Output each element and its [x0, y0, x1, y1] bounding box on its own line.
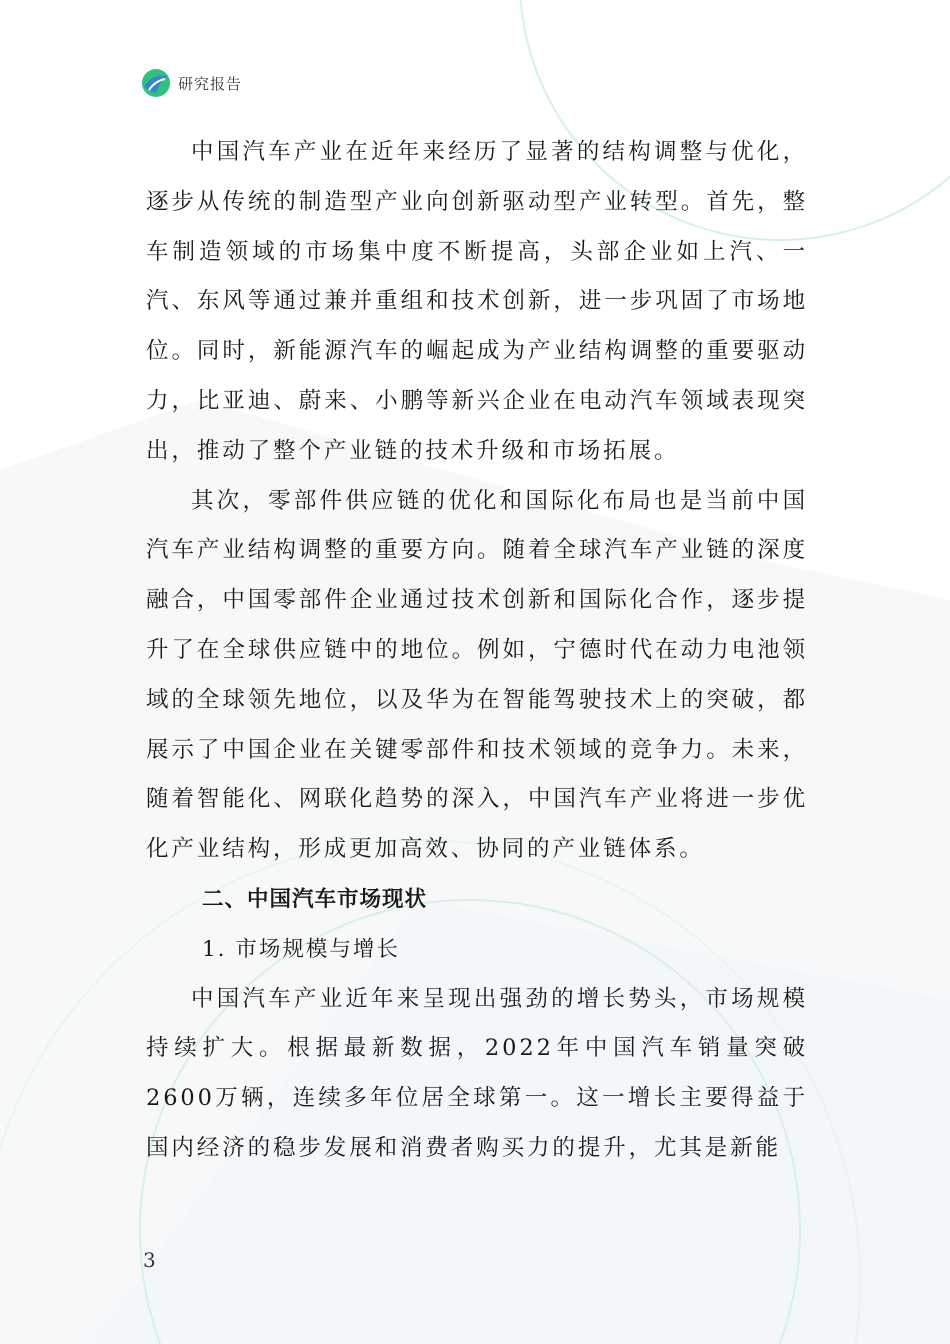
header-title: 研究报告 [178, 74, 243, 93]
section-heading: 二、中国汽车市场现状 [202, 886, 428, 912]
subsection-heading: 1. 市场规模与增长 [202, 936, 400, 962]
document-body [146, 128, 808, 1174]
paragraph-2: 其次，零部件供应链的优化和国际化布局也是当前中国汽车产业结构调整的重要方向。随着全球汽车产业链的深度融合，中国零部件企业通过技术创新和国际化合作，逐步提升了在全球供应链中的地位。例如，宁德时代在动力电池领域的全球领先地位，以及华为在智能驾驶技术上的突破，都展示了中国企业在关键零部件和技术领域的竞争力。未来，随着智能化、网联化趋势的深入，中国汽车产业将进一步优化产业结构，形成更加高效、协同的产业链体系。 [146, 487, 808, 863]
paragraph-1: 中国汽车产业在近年来经历了显著的结构调整与优化，逐步从传统的制造型产业向创新驱动型产业转型。首先，整车制造领域的市场集中度不断提高，头部企业如上汽、一汽、东风等通过兼并重组和技术创新，进一步巩固了市场地位。同时，新能源汽车的崛起成为产业结构调整的重要驱动力，比亚迪、蔚来、小鹏等新兴企业在电动汽车领域表现突出，推动了整个产业链的技术升级和市场拓展。 [146, 139, 808, 464]
leaf-logo-icon [140, 67, 172, 99]
paragraph-3: 中国汽车产业近年来呈现出强劲的增长势头，市场规模持续扩大。根据最新数据，2022年中国汽车销量突破2600万辆，连续多年位居全球第一。这一增长主要得益于国内经济的稳步发展和消费者购买力的提升，尤其是新能 [146, 985, 808, 1161]
report-header [140, 66, 242, 100]
page-number: 3 [143, 1248, 156, 1272]
